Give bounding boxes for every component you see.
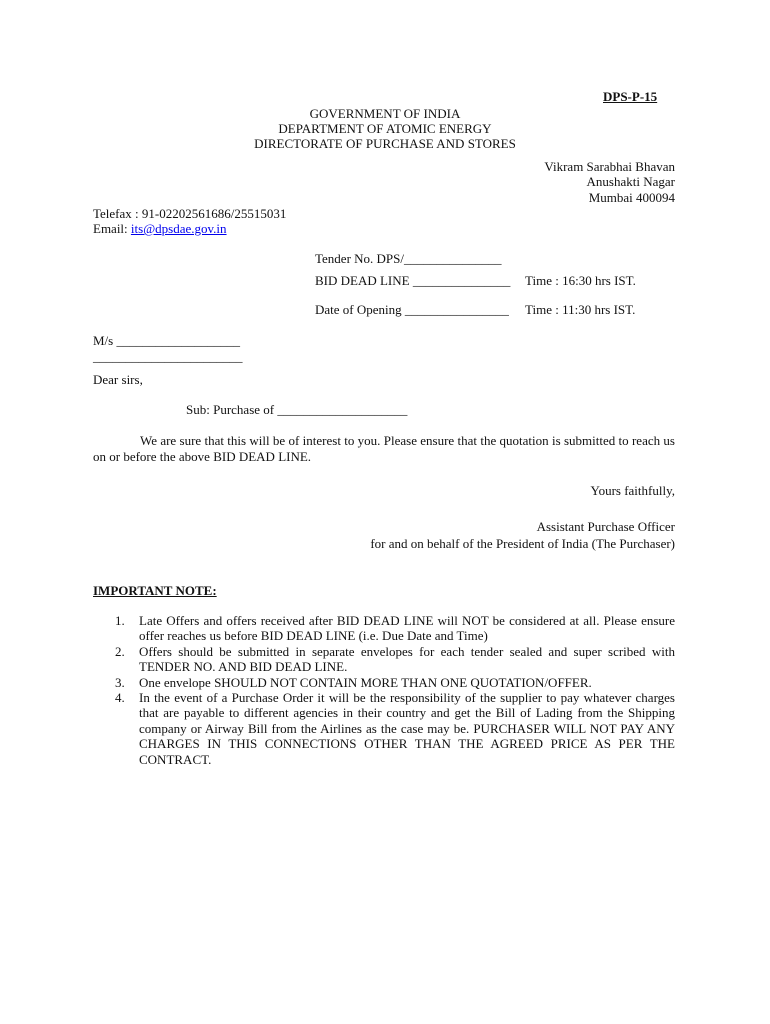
list-item-number: 4. xyxy=(115,690,125,706)
tender-number: Tender No. DPS/_______________ xyxy=(315,251,502,266)
list-item-number: 1. xyxy=(115,613,125,628)
opening-time: Time : 11:30 hrs IST. xyxy=(525,302,636,317)
list-item-number: 2. xyxy=(115,643,125,659)
body-paragraph: We are sure that this will be of interest to you. Please ensure that the quotation is submitted to reach us on or before the above BID DEAD LINE. xyxy=(93,433,675,464)
email-label: Email: xyxy=(93,221,131,236)
telefax: Telefax : 91-02202561686/25515031 xyxy=(93,206,287,221)
bid-deadline-time: Time : 16:30 hrs IST. xyxy=(525,273,636,288)
important-note-heading: IMPORTANT NOTE: xyxy=(93,583,217,598)
address-line-1: Vikram Sarabhai Bhavan xyxy=(544,159,675,174)
date-of-opening: Date of Opening ________________ xyxy=(315,302,509,317)
header-line-2: DEPARTMENT OF ATOMIC ENERGY xyxy=(278,121,492,136)
list-item xyxy=(93,613,675,644)
list-item-text: One envelope SHOULD NOT CONTAIN MORE THAN ONE QUOTATION/OFFER. xyxy=(139,674,592,690)
email-link[interactable]: its@dpsdae.gov.in xyxy=(130,221,227,236)
list-item-text: In the event of a Purchase Order it will be the responsibility of the supplier to pay whatever charges that are payable to different agencies in their country and get the Bill of Lading from the Shipping company or Airway Bill from the Airlines as the case may be. PURCHASER WILL NOT PAY ANY CHARGES IN THIS CONNECTIONS OTHER THAN THE AGREED PRICE AS PER THE CONTRACT. xyxy=(139,690,675,767)
closing-designation: Assistant Purchase Officer xyxy=(536,519,675,534)
address-line-3: Mumbai 400094 xyxy=(588,190,675,205)
list-item-number: 3. xyxy=(115,674,125,690)
recipient-line-2: _______________________ xyxy=(93,349,243,364)
subject-line: Sub: Purchase of ____________________ xyxy=(186,402,408,417)
list-item-text: Offers should be submitted in separate envelopes for each tender sealed and super scribed with TENDER NO. AND BID DEAD LINE. xyxy=(139,643,675,675)
list-item xyxy=(93,690,675,767)
closing-behalf: for and on behalf of the President of India (The Purchaser) xyxy=(370,536,675,551)
salutation: Dear sirs, xyxy=(93,372,143,387)
address-line-2: Anushakti Nagar xyxy=(586,174,675,189)
recipient-ms: M/s ___________________ xyxy=(93,333,240,348)
header-line-3: DIRECTORATE OF PURCHASE AND STORES xyxy=(254,136,516,151)
list-item xyxy=(93,644,675,675)
list-item xyxy=(93,675,675,690)
important-note-list xyxy=(93,613,675,767)
email-line xyxy=(93,221,227,237)
header-line-1: GOVERNMENT OF INDIA xyxy=(309,106,461,121)
closing-yours: Yours faithfully, xyxy=(590,483,675,498)
bid-deadline: BID DEAD LINE _______________ xyxy=(315,273,511,288)
list-item-text: Late Offers and offers received after BID DEAD LINE will NOT be considered at all. Please ensure offer reaches us before BID DEAD LINE (i.e. Due Date and Time) xyxy=(139,613,675,644)
form-code: DPS-P-15 xyxy=(603,89,658,104)
